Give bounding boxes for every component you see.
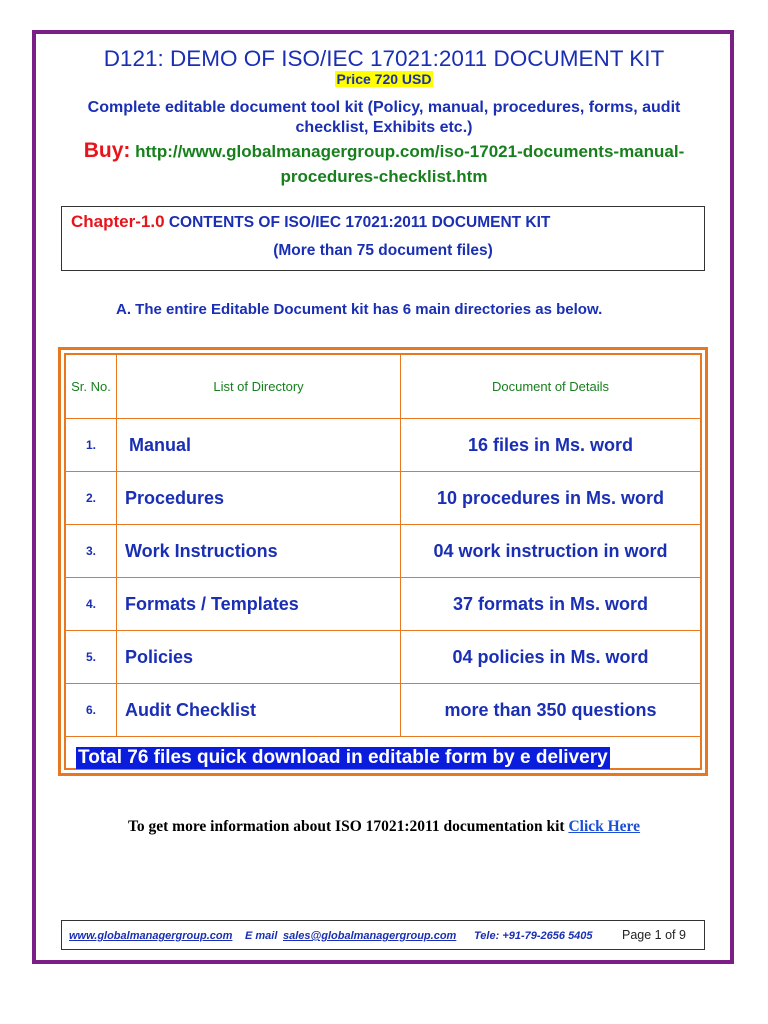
more-info-text: To get more information about ISO 17021:2011 documentation kit: [127, 818, 569, 835]
directory-details: more than 350 questions: [444, 699, 657, 720]
table-row: [66, 472, 700, 524]
footer-email-link[interactable]: sales@globalmanagergroup.com: [283, 930, 457, 942]
row-number: 5.: [66, 631, 117, 683]
chapter-note: (More than 75 document files): [273, 242, 493, 259]
directory-details: 04 work instruction in word: [433, 540, 668, 561]
table-row: [66, 684, 700, 736]
footer-website-link[interactable]: www.globalmanagergroup.com: [69, 930, 233, 942]
table-row: [66, 419, 700, 471]
directory-name: Audit Checklist: [117, 684, 401, 736]
chapter-title: CONTENTS OF ISO/IEC 17021:2011 DOCUMENT KIT: [168, 214, 551, 231]
row-number: 1.: [66, 419, 117, 471]
footer-email-label: E mail: [245, 930, 278, 942]
directory-name: Manual: [117, 419, 401, 471]
row-number: 2.: [66, 472, 117, 524]
row-number: 4.: [66, 578, 117, 630]
directory-name: Formats / Templates: [117, 578, 401, 630]
page-footer: [61, 920, 705, 950]
row-number: 3.: [66, 525, 117, 577]
directory-details: 04 policies in Ms. word: [452, 646, 649, 667]
header-sr-no: Sr. No.: [66, 355, 117, 418]
directory-details: 10 procedures in Ms. word: [436, 487, 665, 508]
buy-line: [60, 138, 708, 189]
directory-table: [58, 347, 708, 776]
header-directory: List of Directory: [117, 355, 401, 418]
header-details: Document of Details: [491, 379, 610, 394]
chapter-number: Chapter-1.0: [71, 212, 165, 231]
directory-details: 37 formats in Ms. word: [452, 593, 649, 614]
click-here-link[interactable]: Click Here: [568, 818, 641, 835]
table-row: [66, 578, 700, 630]
total-files-banner: Total 76 files quick download in editable form by e delivery: [78, 747, 608, 768]
buy-label: Buy:: [83, 139, 131, 162]
kit-description: Complete editable document tool kit (Policy, manual, procedures, forms, audit checklist, Exhibits etc.): [87, 99, 681, 136]
footer-telephone: Tele: +91-79-2656 5405: [474, 930, 593, 942]
page-number: Page 1 of 9: [622, 928, 686, 942]
more-info-line: [0, 818, 768, 836]
chapter-box: [61, 206, 705, 271]
table-row: [66, 631, 700, 683]
directory-name: Work Instructions: [117, 525, 401, 577]
document-title: D121: DEMO OF ISO/IEC 17021:2011 DOCUMENT KIT: [103, 46, 665, 71]
directory-name: Policies: [117, 631, 401, 683]
table-row: [66, 525, 700, 577]
directory-details: 16 files in Ms. word: [467, 434, 634, 455]
table-header-row: [66, 355, 700, 418]
buy-link[interactable]: http://www.globalmanagergroup.com/iso-17021-documents-manual-procedures-checklist.htm: [135, 142, 685, 186]
price-badge: Price 720 USD: [336, 71, 432, 87]
directory-name: Procedures: [117, 472, 401, 524]
intro-text: A. The entire Editable Document kit has 6 main directories as below.: [116, 301, 603, 318]
row-number: 6.: [66, 684, 117, 736]
table-total-row: [66, 741, 700, 776]
